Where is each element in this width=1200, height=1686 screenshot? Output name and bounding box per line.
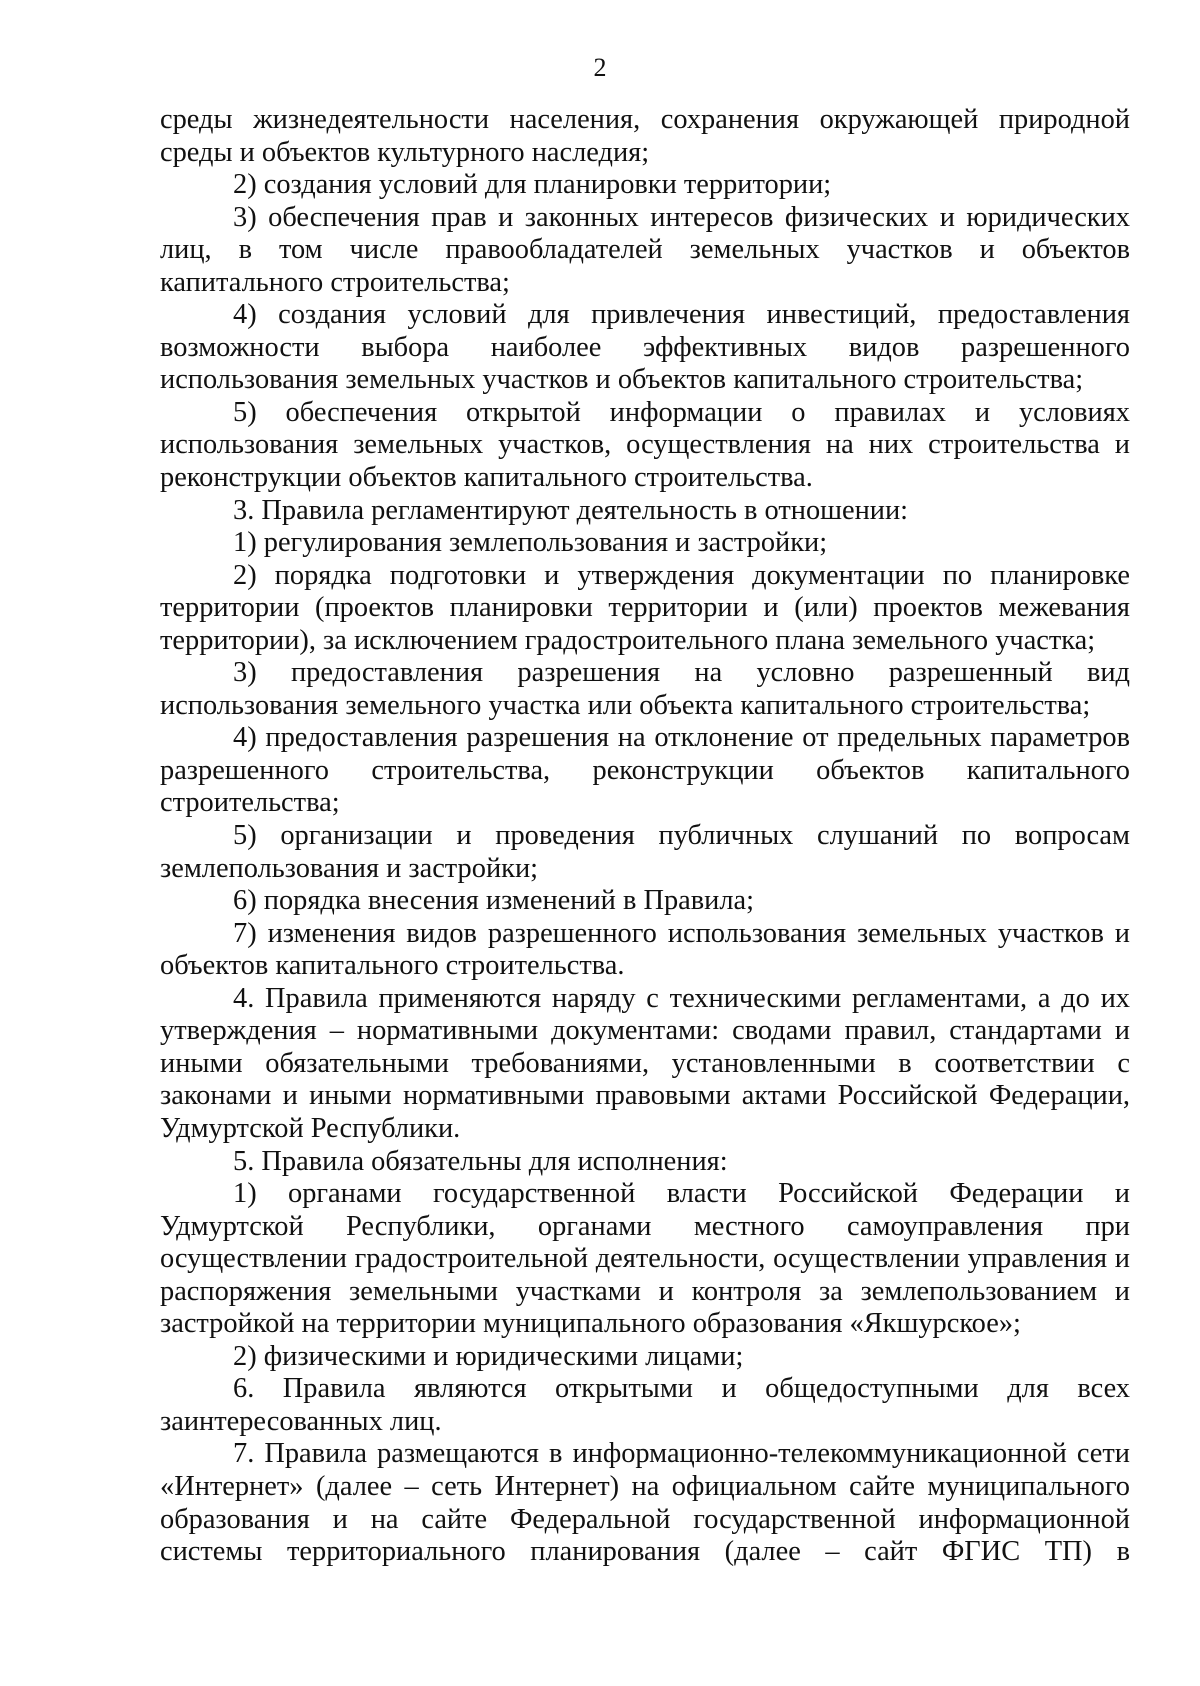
paragraph-section-5-item-1: 1) органами государственной власти Российской Федерации и Удмуртской Республики, органами местного самоуправления при осуществлении градостроительной деятельности, осуществлении управления и распоряжения земельными участками и контроля за землепользованием и застройкой на территории муниципального образования «Якшурское»; [160,1178,1130,1340]
paragraph-section-3-item-2: 2) порядка подготовки и утверждения документации по планировке территории (проектов планировки территории и (или) проектов межевания территории), за исключением градостроительного плана земельного участка; [160,559,1130,656]
paragraph-section-5: 5. Правила обязательны для исполнения: [233,1145,728,1177]
paragraph-section-3-item-1: 1) регулирования землепользования и застройки; [233,527,828,559]
paragraph-section-4: 4. Правила применяются наряду с техническими регламентами, а до их утверждения – нормативными документами: сводами правил, стандартами и иными обязательными требованиями, установленными в соответствии с законами и иными нормативными правовыми актами Российской Федерации, Удмуртской Республики. [160,982,1130,1144]
page-number: 2 [593,53,607,82]
paragraph-item-2-planning-conditions: 2) создания условий для планировки территории; [233,169,832,201]
paragraph-section-7: 7. Правила размещаются в информационно-телекоммуникационной сети «Интернет» (далее – сеть Интернет) на официальном сайте муниципального образования и на сайте Федеральной государственной информационной системы территориального планирования (далее – сайт ФГИС ТП) в [160,1438,1130,1568]
paragraph-section-3-item-3: 3) предоставления разрешения на условно разрешенный вид использования земельного участка или объекта капитального строительства; [160,657,1130,721]
paragraph-item-4-investments: 4) создания условий для привлечения инвестиций, предоставления возможности выбора наиболее эффективных видов разрешенного использования земельных участков и объектов капитального строительства; [160,299,1130,396]
paragraph-continuation: среды жизнедеятельности населения, сохранения окружающей природной среды и объектов культурного наследия; [160,104,1130,168]
paragraph-item-3-rights: 3) обеспечения прав и законных интересов физических и юридических лиц, в том числе правообладателей земельных участков и объектов капитального строительства; [160,201,1130,298]
paragraph-section-3-item-5: 5) организации и проведения публичных слушаний по вопросам землепользования и застройки; [160,820,1130,884]
paragraph-section-6: 6. Правила являются открытыми и общедоступными для всех заинтересованных лиц. [160,1373,1130,1437]
paragraph-section-5-item-2: 2) физическими и юридическими лицами; [233,1340,744,1372]
paragraph-section-3: 3. Правила регламентируют деятельность в отношении: [233,494,909,526]
document-body [160,104,1130,1569]
paragraph-section-3-item-4: 4) предоставления разрешения на отклонение от предельных параметров разрешенного строительства, реконструкции объектов капитального строительства; [160,722,1130,819]
paragraph-item-5-open-information: 5) обеспечения открытой информации о правилах и условиях использования земельных участков, осуществления на них строительства и реконструкции объектов капитального строительства. [160,396,1130,494]
paragraph-section-3-item-7: 7) изменения видов разрешенного использования земельных участков и объектов капитального строительства. [160,917,1130,982]
paragraph-section-3-item-6: 6) порядка внесения изменений в Правила; [233,885,754,917]
